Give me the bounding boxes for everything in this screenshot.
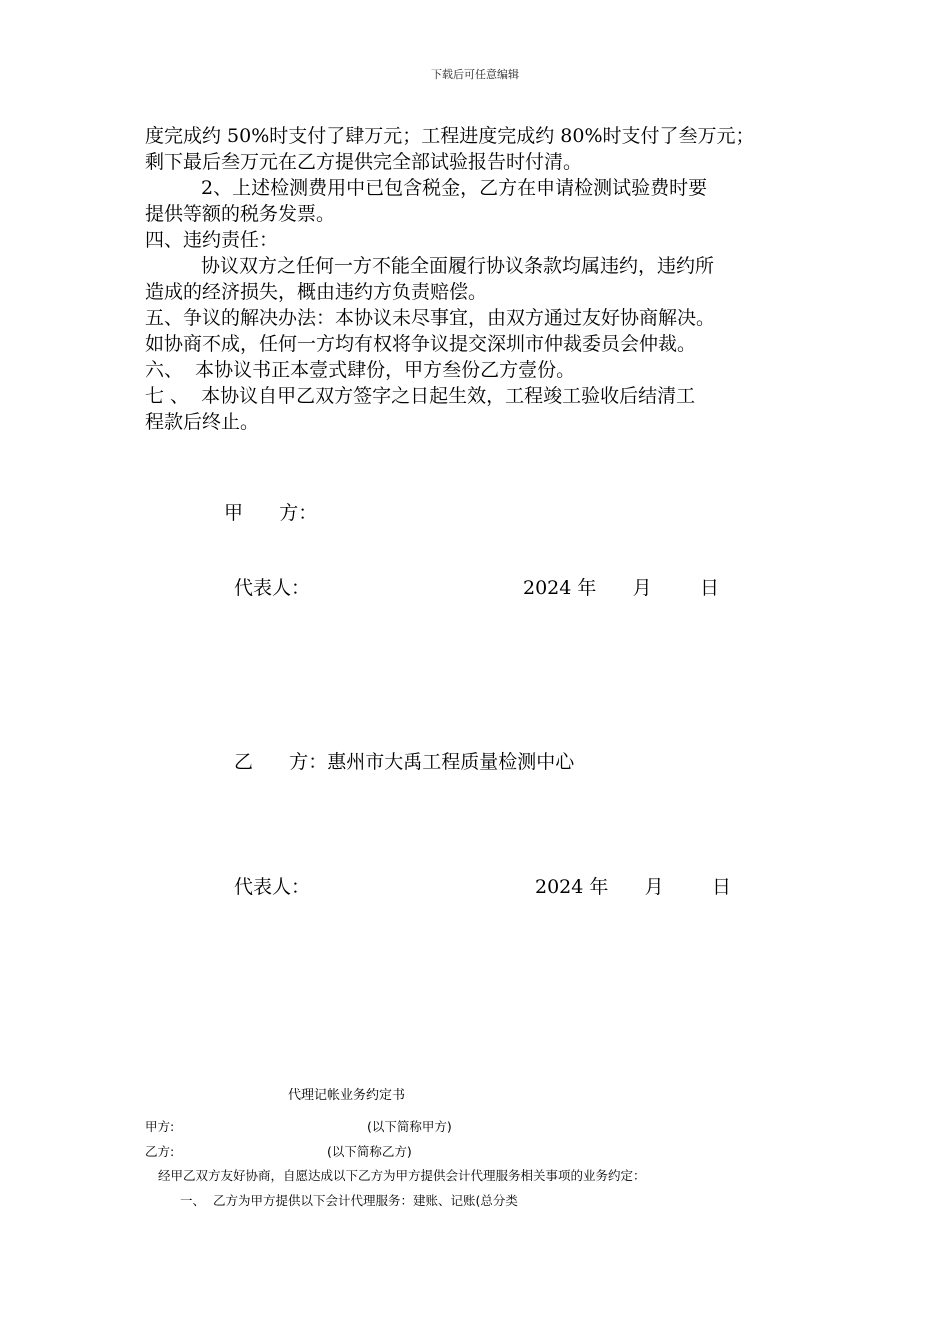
- contract-body: [145, 123, 835, 435]
- second-doc-party-a-label: 甲方:: [145, 1119, 175, 1134]
- contract-line: 2、上述检测费用中已包含税金，乙方在申请检测试验费时要: [201, 177, 708, 199]
- contract-line: 度完成约 50%时支付了肆万元；工程进度完成约 80%时支付了叁万元；: [145, 125, 755, 147]
- party-b-date: 2024 年 月 日: [535, 876, 731, 898]
- contract-line: 提供等额的税务发票。: [145, 203, 336, 225]
- contract-line: 如协商不成，任何一方均有权将争议提交深圳市仲裁委员会仲裁。: [145, 333, 697, 355]
- page-header: 下载后可任意编辑: [431, 68, 519, 81]
- party-b-representative-label: 代表人：: [234, 876, 311, 898]
- contract-line: 剩下最后叁万元在乙方提供完全部试验报告时付清。: [145, 151, 583, 173]
- second-doc-party-b-label: 乙方:: [145, 1144, 175, 1159]
- contract-line: 协议双方之任何一方不能全面履行协议条款均属违约，违约所: [201, 255, 715, 277]
- party-a-representative-label: 代表人：: [234, 577, 311, 599]
- second-doc-intro: 经甲乙双方友好协商，自愿达成以下乙方为甲方提供会计代理服务相关事项的业务约定：: [158, 1168, 646, 1183]
- contract-line: 程款后终止。: [145, 411, 260, 433]
- second-doc-party-a-note: (以下简称甲方): [367, 1119, 452, 1134]
- second-doc-title: 代理记帐业务约定书: [288, 1088, 406, 1103]
- contract-line: 六、 本协议书正本壹式肆份，甲方叁份乙方壹份。: [145, 359, 576, 381]
- contract-line: 造成的经济损失，概由违约方负责赔偿。: [145, 281, 488, 303]
- party-b-label: 乙 方：惠州市大禹工程质量检测中心: [234, 751, 575, 773]
- contract-line: 七 、 本协议自甲乙双方签字之日起生效，工程竣工验收后结清工: [145, 385, 696, 407]
- party-a-date: 2024 年 月 日: [523, 577, 719, 599]
- section-heading: 四、违约责任：: [145, 229, 279, 251]
- contract-line: 五、争议的解决办法：本协议未尽事宜，由双方通过友好协商解决。: [145, 307, 716, 329]
- second-doc-party-b-note: (以下简称乙方): [327, 1144, 412, 1159]
- party-a-label: 甲 方：: [224, 502, 318, 524]
- second-doc-item-1: 一、 乙方为甲方提供以下会计代理服务：建账、记账(总分类: [180, 1193, 518, 1208]
